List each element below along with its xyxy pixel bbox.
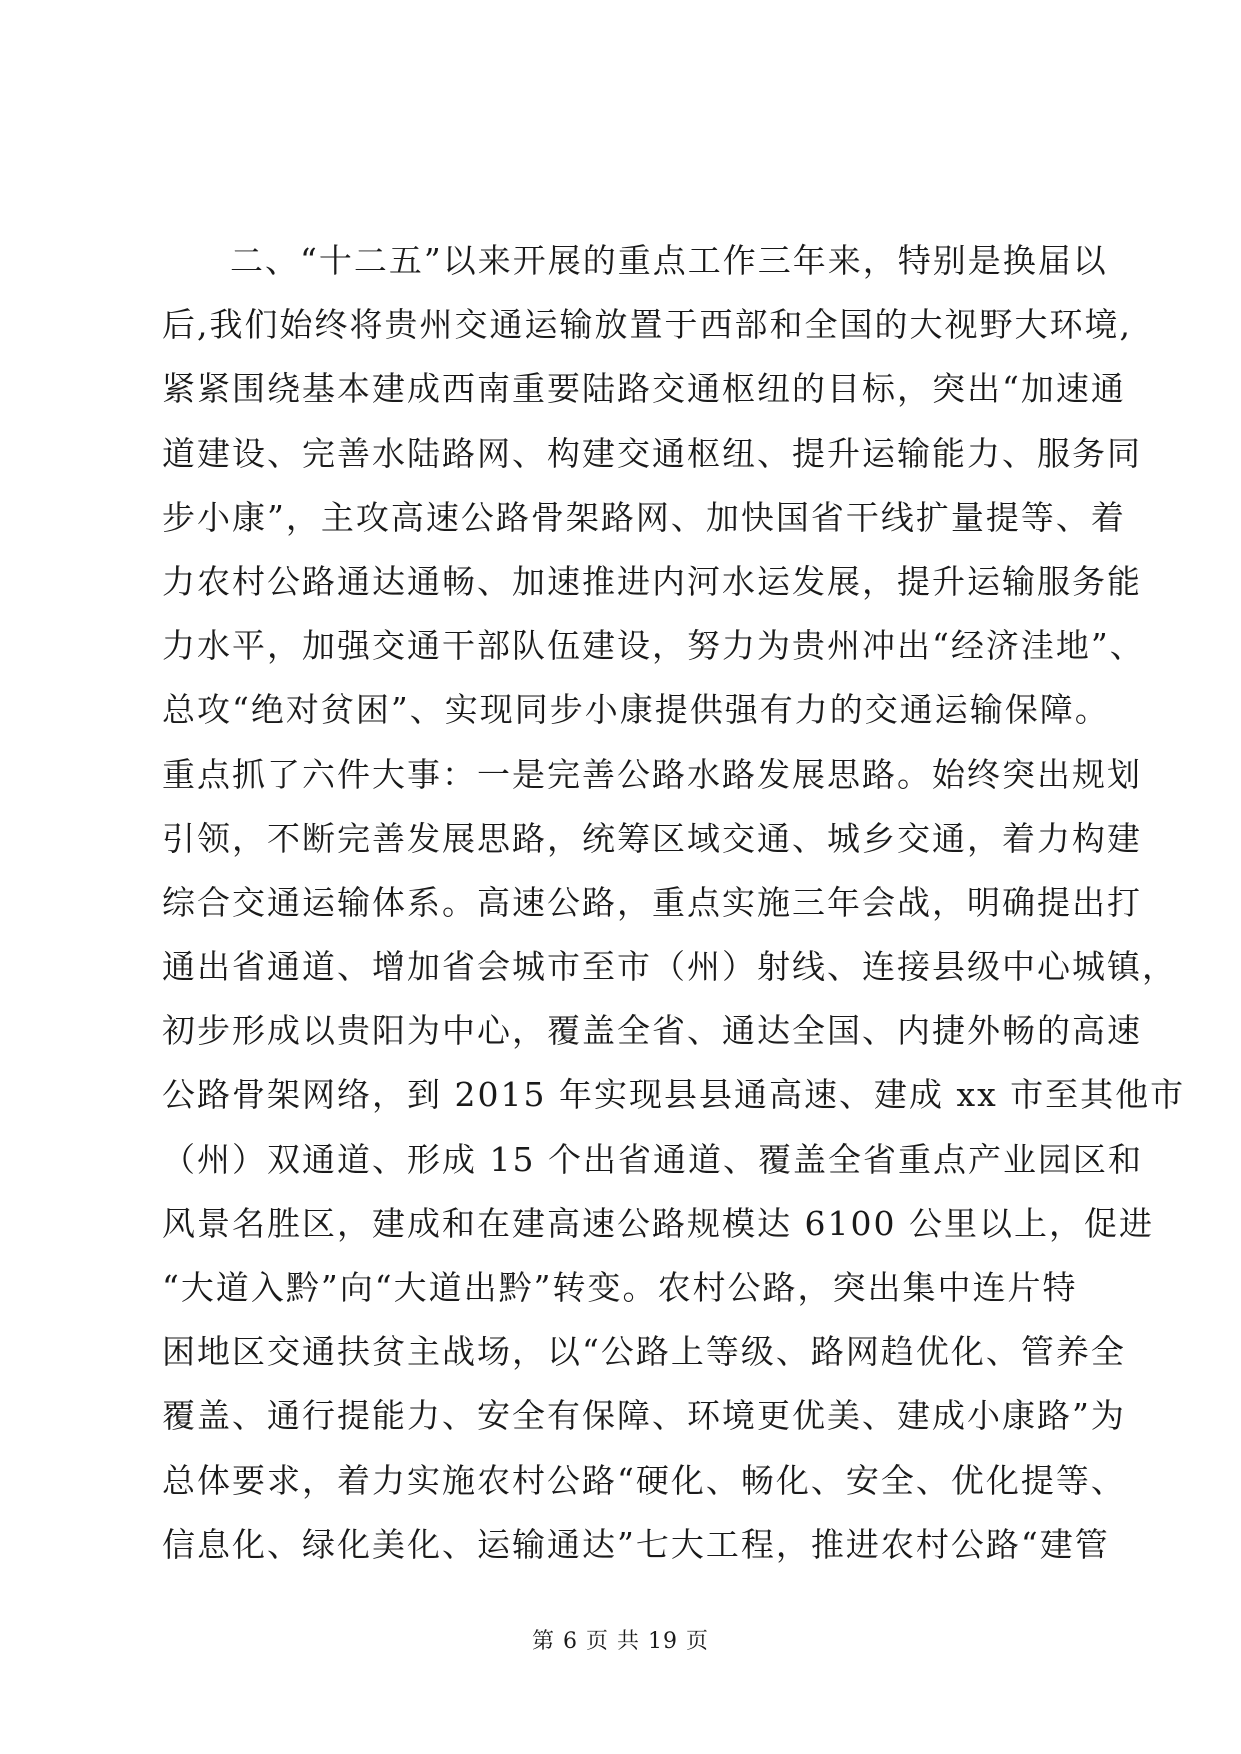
text-line: （州）双通道、形成 15 个出省通道、覆盖全省重点产业园区和	[162, 1139, 1143, 1179]
text-line: 重点抓了六件大事：一是完善公路水路发展思路。始终突出规划	[162, 754, 1142, 794]
document-body	[162, 229, 1186, 1577]
text-line: 困地区交通扶贫主战场，以“公路上等级、路网趋优化、管养全	[162, 1332, 1126, 1372]
text-line: “大道入黔”向“大道出黔”转变。农村公路，突出集中连片特	[162, 1268, 1078, 1307]
text-line: 信息化、绿化美化、运输通达”七大工程，推进农村公路“建管	[162, 1524, 1110, 1564]
text-line: 综合交通运输体系。高速公路，重点实施三年会战，明确提出打	[162, 882, 1142, 922]
text-line: 总攻“绝对贫困”、实现同步小康提供强有力的交通运输保障。	[162, 690, 1110, 730]
page-footer: 第 6 页 共 19 页	[532, 1629, 709, 1654]
text-line: 公路骨架网络，到 2015 年实现县县通高速、建成 xx 市至其他市	[162, 1075, 1186, 1115]
text-line: 紧紧围绕基本建成西南重要陆路交通枢纽的目标，突出“加速通	[162, 369, 1126, 409]
text-line: 通出省通道、增加省会城市至市（州）射线、连接县级中心城镇，	[162, 947, 1177, 987]
text-line: 总体要求，着力实施农村公路“硬化、畅化、安全、优化提等、	[162, 1460, 1126, 1500]
text-line: 初步形成以贵阳为中心，覆盖全省、通达全国、内捷外畅的高速	[162, 1011, 1142, 1051]
text-line: 引领，不断完善发展思路，统筹区域交通、城乡交通，着力构建	[162, 818, 1142, 858]
text-line: 道建设、完善水陆路网、构建交通枢纽、提升运输能力、服务同	[162, 433, 1142, 473]
text-line: 风景名胜区，建成和在建高速公路规模达 6100 公里以上，促进	[162, 1203, 1154, 1243]
text-line: 后,我们始终将贵州交通运输放置于西部和全国的大视野大环境,	[162, 305, 1132, 345]
text-line: 二、“十二五”以来开展的重点工作三年来，特别是换届以	[230, 241, 1108, 280]
text-line: 步小康”，主攻高速公路骨架路网、加快国省干线扩量提等、着	[162, 497, 1126, 537]
text-line: 力水平，加强交通干部队伍建设，努力为贵州冲出“经济洼地”、	[162, 626, 1145, 666]
text-line: 覆盖、通行提能力、安全有保障、环境更优美、建成小康路”为	[162, 1396, 1126, 1436]
text-line: 力农村公路通达通畅、加速推进内河水运发展，提升运输服务能	[162, 561, 1142, 601]
